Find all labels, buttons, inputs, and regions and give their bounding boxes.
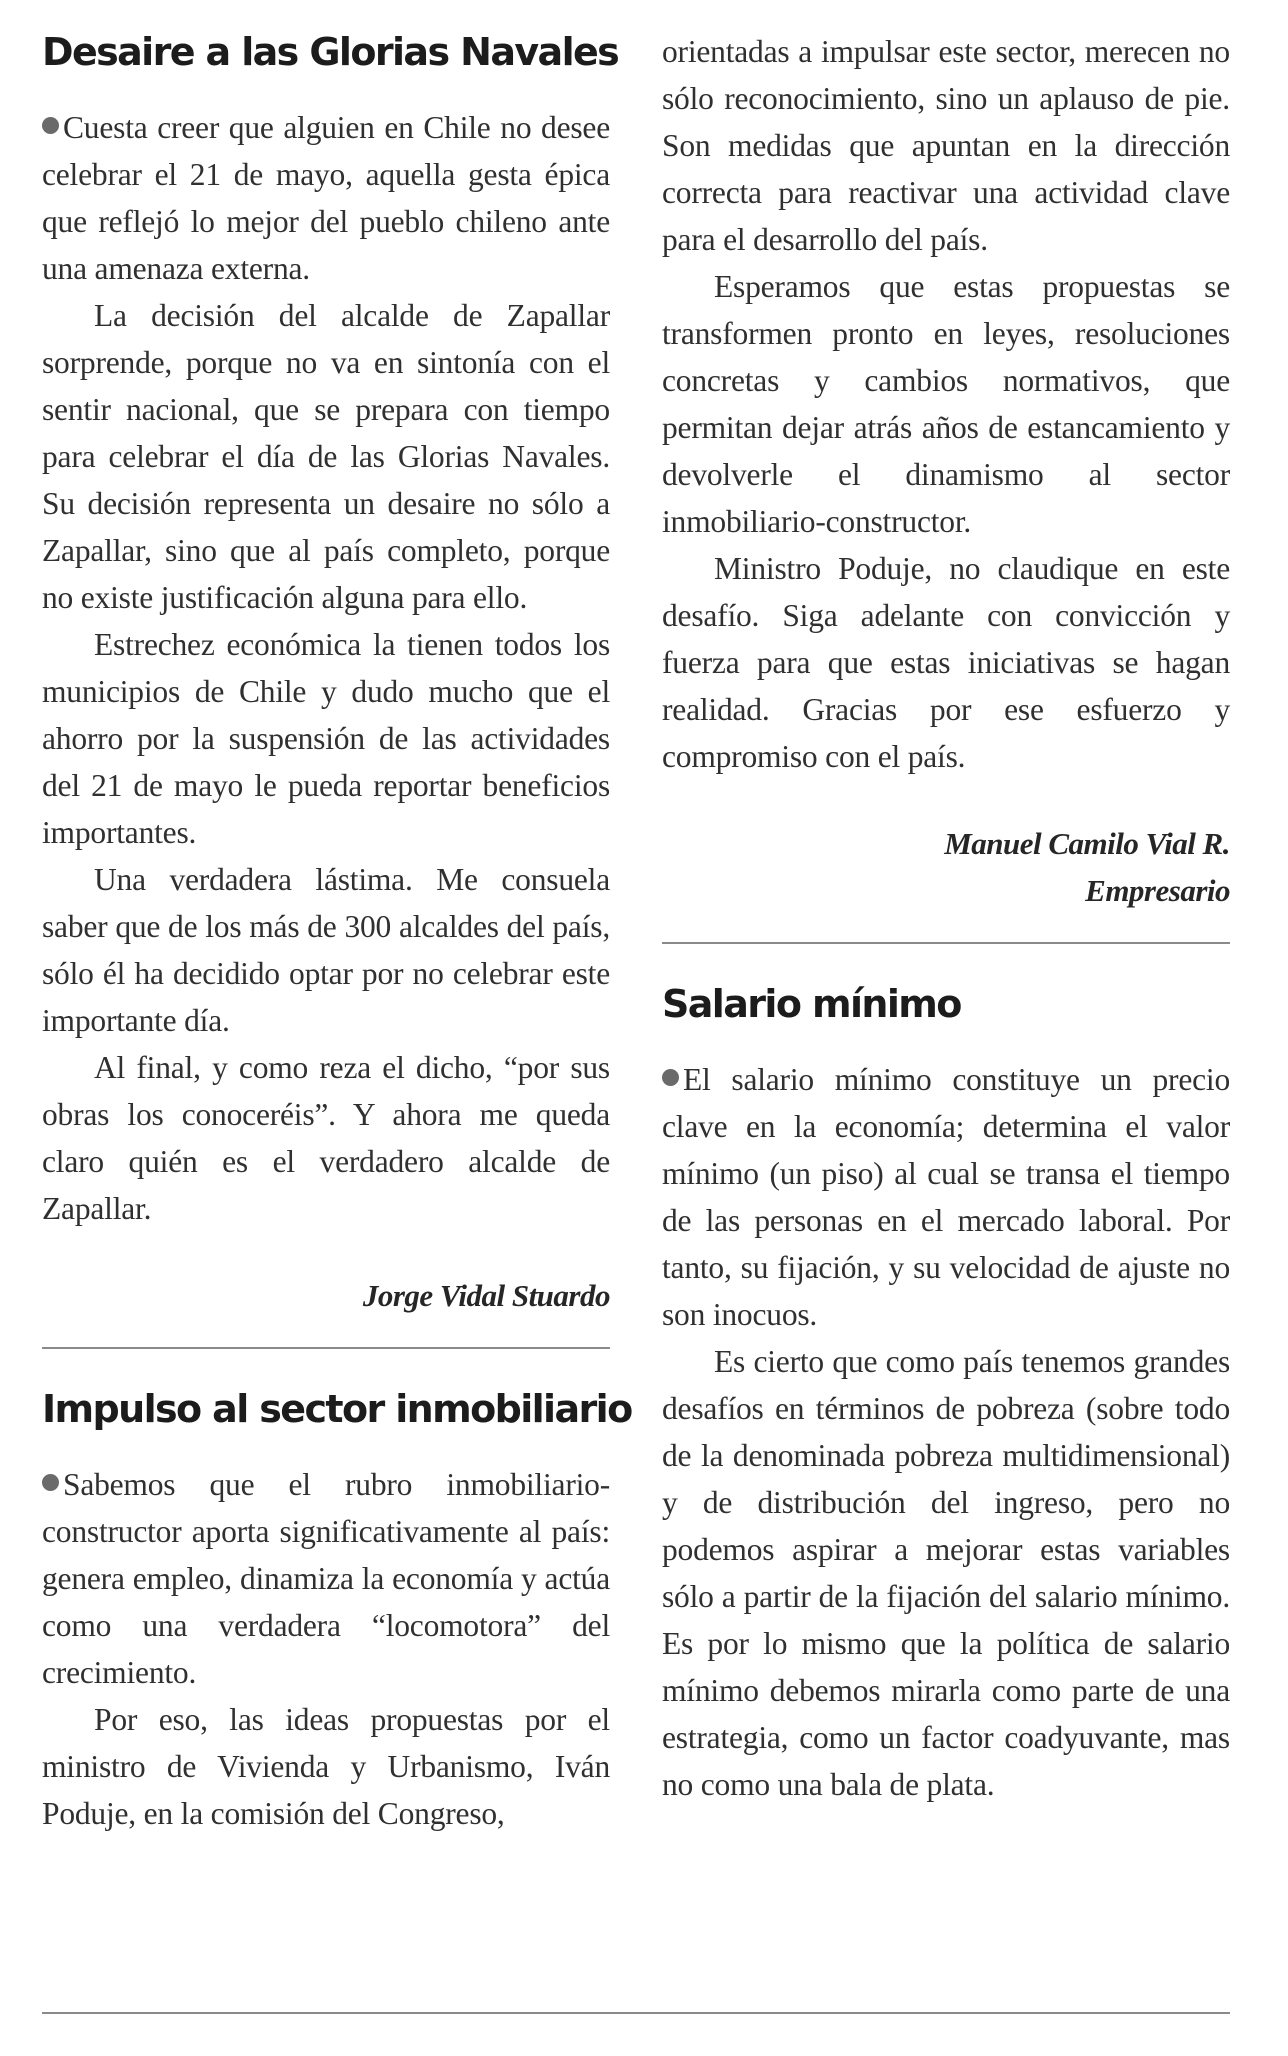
bullet-dot-icon — [662, 1069, 679, 1086]
letter-paragraph: Esperamos que estas propuestas se transformen pronto en leyes, resoluciones concretas y cambios normativos, que permitan dejar atrás años de estancamiento y devolverle el dinamismo al sector inmobiliario-constructor. — [662, 269, 1230, 539]
letter-paragraph: Una verdadera lástima. Me consuela saber que de los más de 300 alcaldes del país, sólo él ha decidido optar por no celebrar este importante día. — [42, 862, 610, 1038]
letter-salario-minimo — [662, 980, 1230, 1808]
letter-desaire-glorias-navales — [42, 28, 619, 1319]
letter-title: Impulso al sector inmobiliario — [42, 1387, 632, 1431]
letter-paragraph: Al final, y como reza el dicho, “por sus obras los conoceréis”. Y ahora me queda claro quién es el verdadero alcalde de Zapallar. — [42, 1050, 610, 1226]
letter-paragraph: orientadas a impulsar este sector, merecen no sólo reconocimiento, sino un aplauso de pie. Son medidas que apuntan en la dirección correcta para reactivar una actividad clave para el desarrollo del país. — [662, 34, 1230, 257]
letter-signature: Manuel Camilo Vial R. — [944, 826, 1230, 861]
bullet-dot-icon — [42, 117, 59, 134]
letter-title: Salario mínimo — [662, 982, 961, 1026]
letter-paragraph: Estrechez económica la tienen todos los municipios de Chile y dudo mucho que el ahorro por la suspensión de las actividades del 21 de mayo le pueda reportar beneficios importantes. — [42, 627, 610, 850]
section-divider — [662, 942, 1230, 944]
bottom-divider — [42, 2012, 1230, 2014]
letter-paragraph: Sabemos que el rubro inmobiliario-constructor aporta significativamente al país: genera empleo, dinamiza la economía y actúa como una verdadera “locomotora” del crecimiento. — [42, 1467, 610, 1690]
letter-paragraph: El salario mínimo constituye un precio clave en la economía; determina el valor mínimo (un piso) al cual se transa el tiempo de las personas en el mercado laboral. Por tanto, su fijación, y su velocidad de ajuste no son inocuos. — [662, 1062, 1230, 1332]
letter-title: Desaire a las Glorias Navales — [42, 30, 619, 74]
left-column — [42, 28, 632, 1837]
letter-impulso-inmobiliario-continued — [662, 28, 1230, 914]
letter-impulso-inmobiliario — [42, 1385, 632, 1837]
section-divider — [42, 1347, 610, 1349]
letter-paragraph: La decisión del alcalde de Zapallar sorprende, porque no va en sintonía con el sentir nacional, que se prepara con tiempo para celebrar el día de las Glorias Navales. Su decisión representa un desaire no sólo a Zapallar, sino que al país completo, porque no existe justificación alguna para ello. — [42, 298, 610, 615]
right-column — [662, 28, 1230, 1808]
letter-paragraph: Cuesta creer que alguien en Chile no desee celebrar el 21 de mayo, aquella gesta épica que reflejó lo mejor del pueblo chileno ante una amenaza externa. — [42, 110, 610, 286]
letter-signature-role: Empresario — [1085, 873, 1230, 908]
letter-signature: Jorge Vidal Stuardo — [362, 1278, 610, 1313]
letter-paragraph: Por eso, las ideas propuestas por el ministro de Vivienda y Urbanismo, Iván Poduje, en la comisión del Congreso, — [42, 1702, 610, 1831]
bullet-dot-icon — [42, 1474, 59, 1491]
letter-paragraph: Ministro Poduje, no claudique en este desafío. Siga adelante con convicción y fuerza para que estas iniciativas se hagan realidad. Gracias por ese esfuerzo y compromiso con el país. — [662, 551, 1230, 774]
letter-paragraph: Es cierto que como país tenemos grandes desafíos en términos de pobreza (sobre todo de la denominada pobreza multidimensional) y de distribución del ingreso, pero no podemos aspirar a mejorar estas variables sólo a partir de la fijación del salario mínimo. Es por lo mismo que la política de salario mínimo debemos mirarla como parte de una estrategia, como un factor coadyuvante, mas no como una bala de plata. — [662, 1344, 1230, 1802]
